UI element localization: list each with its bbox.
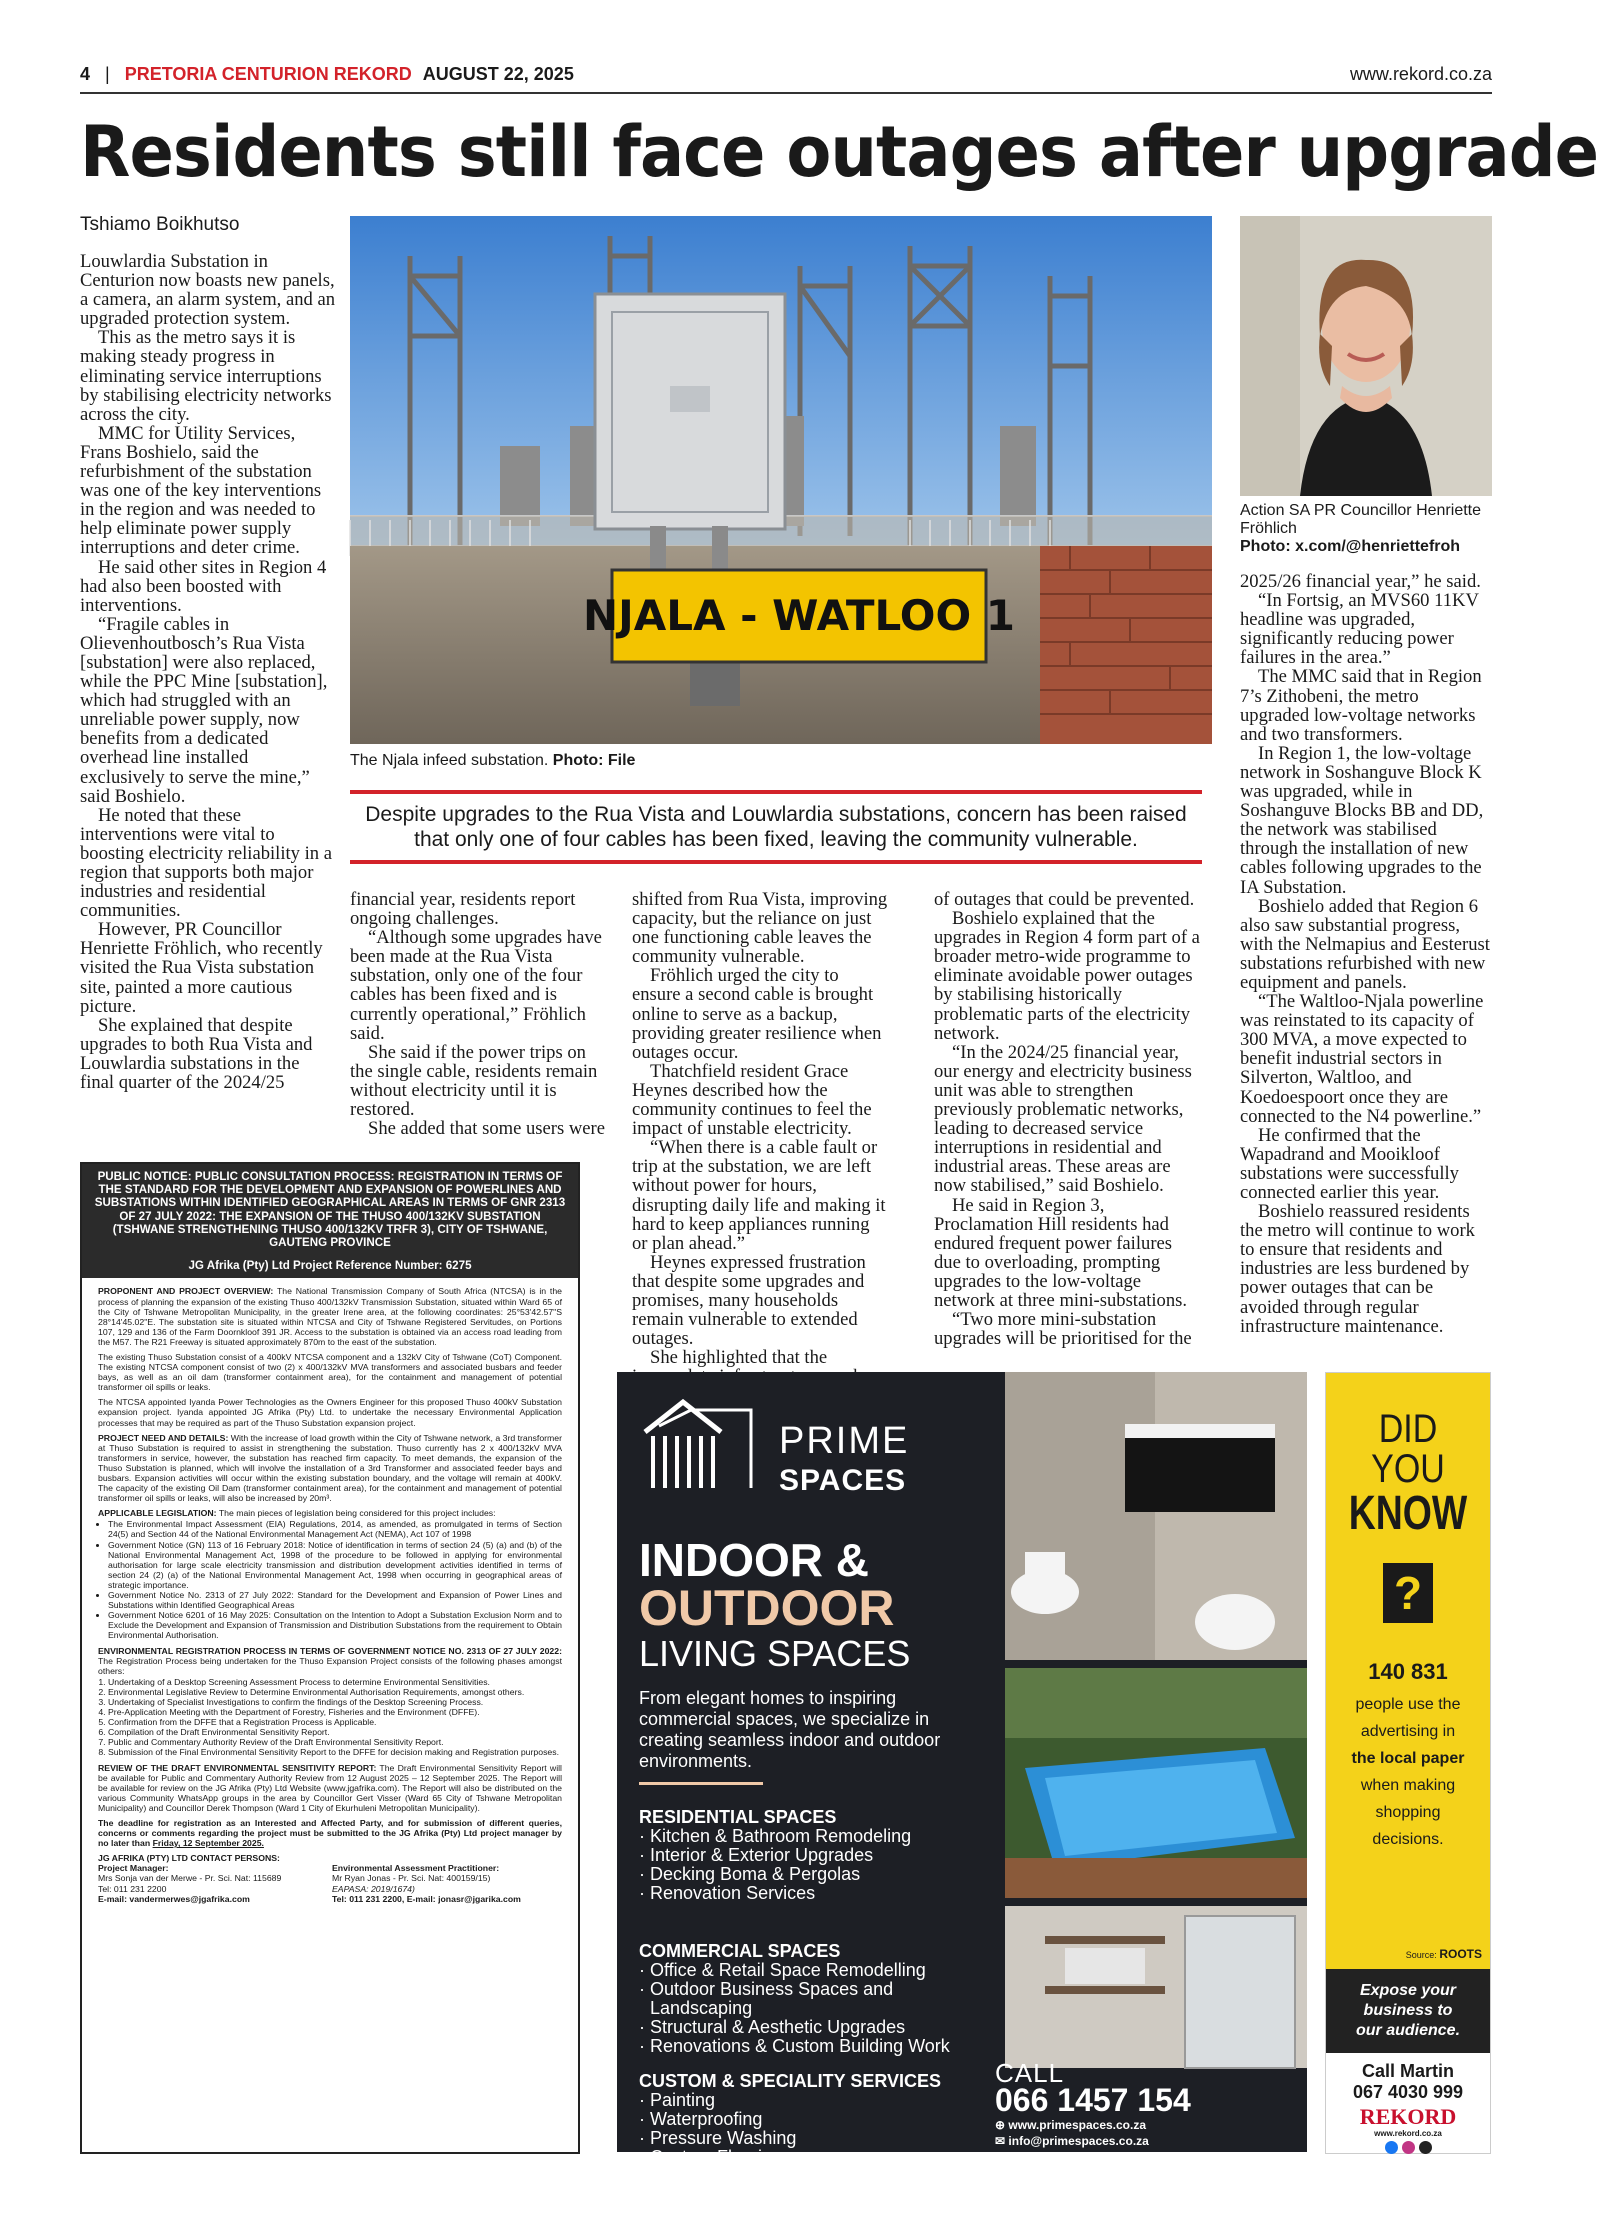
ad-email[interactable] [995,2134,1149,2148]
list-item: · Renovations & Custom Building Work [639,2036,950,2056]
commercial-section [639,1942,999,2056]
paragraph: financial year, residents report ongoing challenges. [350,889,576,930]
dyk-line: shopping [1375,1804,1441,1821]
dyk-line: when making [1360,1777,1456,1794]
ad-phone[interactable]: 066 1457 154 [995,2082,1191,2118]
pool-photo [1005,1668,1307,1898]
notice-paragraph [98,1646,562,1676]
notice-text: The main pieces of legislation being considered for this project includes: [218,1508,496,1519]
paragraph: “In Fortsig, an MVS60 11KV headline was upgraded, significantly reducing power failures in the area.” [1240,590,1479,669]
header-rule [80,92,1492,94]
source-label: Source: [1405,1950,1437,1960]
list-item: 1. Undertaking of a Desktop Screening Assessment Process to determine Environmental Sensitivities. [108,1677,562,1687]
project-manager-contact [98,1863,318,1903]
service-label: Decking Boma & Pergolas [650,1864,861,1884]
ad-headline-2: OUTDOOR [639,1580,895,1636]
social-icons [1326,2141,1490,2154]
ad-headline-1: INDOOR & [639,1534,869,1586]
caption-text: The Njala infeed substation. [350,752,549,769]
brand-top: PRIME [779,1420,910,1462]
notice-deadline [98,1818,562,1848]
call-martin: Call Martin [1361,2061,1454,2081]
service-label: Structural & Aesthetic Upgrades [650,2017,906,2037]
service-label: Waterproofing [650,2109,763,2129]
notice-lead: PROPONENT AND PROJECT OVERVIEW: [98,1286,274,1297]
dyk-contact [1326,2061,1490,2154]
notice-body [82,1278,578,1911]
dyk-line: people use the [1355,1696,1461,1713]
question-icon: ? [1383,1563,1433,1623]
residential-section [639,1808,999,1903]
list-item: 6. Compilation of the Draft Environmental Sensitivity Report. [108,1727,562,1737]
contact-role: Environmental Assessment Practitioner: [332,1863,500,1874]
portrait-caption-text: Action SA PR Councillor Henriette Fröhlich [1240,502,1481,537]
article-column-4 [934,890,1202,1360]
list-item: • Government Notice No. 2313 of 27 July 2022: Standard for the Development and Expansion of Power Lines and Substations within Identified Geographical Areas [108,1590,562,1610]
house-logo-icon [639,1396,769,1492]
paragraph: He confirmed that the Wapadrand and Mooikloof substations were successfully connected earlier this year. [1240,1124,1459,1203]
facebook-icon[interactable] [1385,2141,1398,2154]
x-icon[interactable] [1419,2141,1432,2154]
substation-illustration [350,216,1212,744]
service-label: Interior & Exterior Upgrades [650,1845,874,1865]
dyk-number: 140 831 [1368,1659,1448,1684]
bathroom-illustration [1005,1372,1307,1660]
paragraph: Boshielo added that Region 6 also saw substantial progress, with the Nelmapius and Eesterust substations refurbished with new equipment and panels. [1240,895,1490,993]
pull-quote: Despite upgrades to the Rua Vista and Louwlardia substations, concern has been raised that only one of four cables has been fixed, leaving the community vulnerable. [350,790,1202,864]
substation-photo [350,216,1212,744]
dyk-yellow-panel [1326,1373,1490,1969]
list-item: · Office & Retail Space Remodelling [639,1960,926,1980]
list-item: 4. Pre-Application Meeting with the Department of Forestry, Fisheries and the Environment (DFFE). [108,1707,562,1717]
dyk-source [1406,1947,1482,1961]
paragraph: In Region 1, the low-voltage network in Soshanguve Block K was upgraded, while in Soshanguve Blocks BB and DD, the network was stabilised through the installation of new cables following upgrades to the IA Substation. [1240,742,1484,898]
contact-name: Mr Ryan Jonas - Pr. Sci. Nat: 400159/15) [332,1873,491,1884]
issue-date: AUGUST 22, 2025 [422,64,574,84]
service-label: Kitchen & Bathroom Remodeling [650,1826,912,1846]
notice-text: The National Transmission Company of South Africa (NTCSA) is in the process of planning the expansion of the existing Thuso 400/132kV Transmission Substation, situated within Ward 65 of the City of Tshwane Metropolitan Municipality, in the greater Irene area, at the following coordinates: 25°53'42.57"S 28°14'45.02"E. The substation site is situated within NTCSA and City of Tshwane Registered Servitudes, on Portions 107, 129 and 136 of the Farm Doornkloof 391 JR. Access to the substation is obtained via an access road leading from the M57. The R21 Freeway is situated approximately 870m to the east of the substation. [98,1286,562,1347]
paragraph: Louwlardia Substation in Centurion now boasts new panels, a camera, an alarm system, and an upgraded protection system. [80,251,336,330]
notice-paragraph [98,1508,562,1518]
notice-lead: REVIEW OF THE DRAFT ENVIRONMENTAL SENSITIVITY REPORT: [98,1762,377,1773]
email-text: info@primespaces.co.za [1008,2134,1149,2148]
legislation-list [108,1519,562,1640]
list-item: · Waterproofing [639,2109,763,2129]
portrait-credit: Photo: x.com/@henriettefroh [1240,538,1461,555]
list-item: · Kitchen & Bathroom Remodeling [639,1826,912,1846]
section-title: RESIDENTIAL SPACES [639,1807,837,1827]
list-item: · Structural & Aesthetic Upgrades [639,2017,906,2037]
photo-credit: Photo: File [552,752,636,769]
article-column-5 [1240,572,1492,1362]
article-column-1 [80,252,336,1152]
expose-line: our audience. [1355,2022,1461,2039]
contact-email[interactable]: E-mail: vandermerwes@jgafrika.com [98,1893,250,1904]
notice-lead: APPLICABLE LEGISLATION: [98,1508,217,1519]
prime-spaces-logo [639,1396,769,1492]
dyk-line: the local paper [1351,1750,1465,1767]
list-item: • The Environmental Impact Assessment (EIA) Regulations, 2014, as amended, as promulgated in terms of Section 24(5) and Section 44 of the National Environmental Management Act (NEMA), Act 107 of 1998 [108,1519,562,1539]
paragraph: He noted that these interventions were vital to boosting electricity reliability in a region that supports both major industries and residential communities. [80,804,332,922]
list-item: 7. Public and Commentary Authority Review of the Draft Environmental Sensitivity Report. [108,1737,562,1747]
list-item: · Outdoor Business Spaces and Landscaping [639,1979,894,2018]
eap-contact [332,1863,521,1903]
publication-name: PRETORIA CENTURION REKORD [124,64,412,84]
page-number: 4 [80,64,91,84]
prime-spaces-ad [617,1372,1307,2167]
expose-line: business to [1363,2002,1453,2019]
paragraph: “Although some upgrades have been made at the Rua Vista substation, only one of the four cables has been fixed and is currently operational,” Fröhlich said. [350,927,602,1044]
paragraph: Boshielo explained that the upgrades in Region 4 form part of a broader metro-wide programme to eliminate avoidable power outages by stabilising historically problematic parts of the electricity network. [934,908,1200,1044]
contact-role: Project Manager: [98,1863,169,1874]
notice-reference: JG Afrika (Pty) Ltd Project Reference Number: 6275 [188,1259,472,1273]
list-item: · Custom Flooring [639,2147,783,2167]
list-item: · Interior & Exterior Upgrades [639,1845,874,1865]
notice-paragraph [98,1286,562,1347]
paragraph: She explained that despite upgrades to both Rua Vista and Louwlardia substations in the final quarter of the 2024/25 [80,1014,313,1094]
service-label: Pressure Washing [650,2128,797,2148]
paragraph: “The Waltloo-Njala powerline was reinstated to its capacity of 300 MVA, a move expected to benefit industrial sectors in Silverton, Waltloo, and Koedoespoort once they are connected to the N4 powerline.” [1240,991,1484,1127]
notice-paragraph [98,1763,562,1813]
notice-paragraph: The existing Thuso Substation consist of a 400kV NTCSA component and a 132kV City of Tshwane (CoT) Component. The existing NTCSA component consist of two (2) x 400/132kV MVA transformers and associated busbars and feeder bays, as well as an oil dam (transformer containment area), for the containment and management of potential transformer oil spills or leaks. [98,1351,562,1393]
paragraph: Fröhlich urged the city to ensure a second cable is brought online to serve as a backup, providing greater resilience when outages occur. [632,965,882,1063]
notice-title: PUBLIC NOTICE: PUBLIC CONSULTATION PROCESS: REGISTRATION IN TERMS OF THE STANDARD FOR THE DEVELOPMENT AND EXPANSION OF POWERLINES AND SUBSTATIONS WITHIN IDENTIFIED GEOGRAPHICAL AREAS IN TERMS OF GNR 2313 OF 27 JULY 2022: THE EXPANSION OF THE THUSO 400/132KV SUBSTATION (TSHWANE STRENGTHENING THUSO 400/132KV TRFR 3), CITY OF TSHWANE, GAUTENG PROVINCE [94,1170,566,1250]
paragraph: MMC for Utility Services, Frans Boshielo, said the refurbishment of the substation was one of the key interventions in the region and was needed to help eliminate power supply interruptions and deter crime. [80,422,322,559]
paragraph: She said if the power trips on the single cable, residents remain without electricity until it is restored. [350,1041,598,1121]
instagram-icon[interactable] [1402,2141,1415,2154]
paragraph: of outages that could be prevented. [934,889,1195,910]
section-title: CUSTOM & SPECIALITY SERVICES [639,2071,942,2091]
contact-phone: Tel: 011 231 2200 [98,1883,167,1894]
source-name: ROOTS [1439,1947,1482,1961]
notice-paragraph [98,1433,562,1504]
paragraph: She added that some users were [368,1118,605,1140]
rekord-logo: REKORD [1359,2104,1457,2129]
list-item: · Pressure Washing [639,2128,797,2148]
dyk-dark-panel [1326,1969,1490,2053]
notice-header [82,1164,578,1278]
ad-divider [639,1782,763,1785]
photo-caption [350,752,1210,770]
notice-lead: PROJECT NEED AND DETAILS: [98,1432,229,1443]
shower-photo [1005,1906,1307,2068]
list-item: 3. Undertaking of Specialist Investigations to confirm the findings of the Desktop Screening Process. [108,1697,562,1707]
paragraph: “In the 2024/25 financial year, our energy and electricity business unit was able to strengthen previously problematic networks, leading to decreased service interruptions in residential and industrial areas. These areas are now stabilised,” said Boshielo. [934,1041,1192,1197]
service-label: Custom Flooring [650,2147,783,2167]
service-label: Renovations & Custom Building Work [650,2036,950,2056]
deadline-date: Friday, 12 September 2025. [152,1838,264,1849]
contact-registration: EAPASA: 2019/1674) [332,1883,415,1894]
service-label: Painting [650,2090,716,2110]
list-item: · Renovation Services [639,1883,816,1903]
globe-icon: ⊕ [995,2118,1006,2132]
bathroom-photo [1005,1372,1307,1660]
dyk-you: YOU [1371,1447,1445,1491]
dyk-phone[interactable]: 067 4030 999 [1352,2082,1464,2102]
service-label: Office & Retail Space Remodelling [650,1960,926,1980]
notice-text: The Draft Environmental Sensitivity Report will be available for Public and Commentary Authority Review from 12 August 2025 – 12 September 2025. The Report will be available for review on the JG Afrika (Pty) Ltd Website (www.jgafrika.com). The Report will also be distributed on the various Community WhatsApp groups in the area by Councillor Gert Visser (Ward 65 City of Tshwane Metropolitan Municipality) and Councillor Derek Thompson (Ward 1 City of Ekurhuleni Metropolitan Municipality). [98,1762,562,1813]
shower-illustration [1005,1906,1307,2068]
pool-illustration [1005,1668,1307,1898]
headline: Residents still face outages after upgrade [80,111,1598,193]
service-label: Renovation Services [650,1883,816,1903]
article-column-2 [350,890,606,1152]
dyk-did: DID [1378,1407,1438,1451]
contact-email[interactable]: Tel: 011 231 2200, E-mail: jonasr@jgarika.com [332,1893,521,1904]
paragraph: Boshielo reassured residents the metro will continue to work to ensure that residents and industries are less burdened by power outages that can be avoided through regular infrastructure maintenance. [1240,1201,1475,1337]
list-item: 5. Confirmation from the DFFE that a Registration Process is Applicable. [108,1717,562,1727]
header-separator: | [105,64,110,84]
list-item: · Painting [639,2090,716,2110]
website-link[interactable]: www.rekord.co.za [1349,64,1492,84]
section-title: COMMERCIAL SPACES [639,1941,841,1961]
did-you-know-ad [1325,1372,1491,2154]
custom-section [639,2072,999,2167]
notice-lead: ENVIRONMENTAL REGISTRATION PROCESS IN TERMS OF GOVERNMENT NOTICE NO. 2313 OF 27 JULY 2022: [98,1645,562,1656]
dyk-line: decisions. [1372,1831,1444,1848]
service-label: Outdoor Business Spaces and Landscaping [650,1979,894,2018]
paragraph: The MMC said that in Region 7’s Zithobeni, the metro upgraded low-voltage networks and two transformers. [1240,666,1482,745]
paragraph: However, PR Councillor Henriette Fröhlich, who recently visited the Rua Vista substation site, painted a more cautious picture. [80,919,323,1017]
dyk-know: KNOW [1348,1487,1468,1540]
deadline-text: The deadline for registration as an Interested and Affected Party, and for submission of different queries, concerns or comments regarding the project must be submitted to the JG Afrika (Pty) Ltd project manager by no later than [98,1818,562,1849]
councillor-portrait [1240,216,1492,496]
paragraph: “Two more mini-substation upgrades will be prioritised for the [934,1309,1192,1350]
sign-text: NJALA - WATLOO 1 [582,591,1016,640]
paragraph: Heynes expressed frustration that despite some upgrades and promises, many households remain vulnerable to extended outages. [632,1251,866,1350]
byline: Tshiamo Boikhutso [80,214,240,235]
ad-web[interactable] [995,2118,1146,2132]
article-column-3 [632,889,888,1369]
ad-headline-3: LIVING SPACES [639,1633,911,1674]
ad-intro: From elegant homes to inspiring commercial spaces, we specialize in creating seamless indoor and outdoor environments. [639,1688,941,1771]
list-item: 8. Submission of the Final Environmental Sensitivity Report to the DFFE for decision making and Registration purposes. [108,1747,562,1757]
contact-name: Mrs Sonja van der Merwe - Pr. Sci. Nat: 115689 [98,1873,282,1884]
paragraph: This as the metro says it is making steady progress in eliminating service interruptions by stabilising electricity networks across the city. [80,327,332,425]
paragraph: She highlighted that the [650,1347,828,1369]
list-item: · Decking Boma & Pergolas [639,1864,861,1884]
public-notice [80,1162,580,2154]
call-label: CALL [995,2058,1065,2088]
phases-list [108,1677,562,1758]
mail-icon: ✉ [995,2134,1006,2148]
paragraph: shifted from Rua Vista, improving capacity, but the reliance on just one functioning cable leaves the community vulnerable. [632,889,888,968]
notice-paragraph: The NTCSA appointed Iyanda Power Technologies as the Owners Engineer for this proposed Thuso 400kV Substation expansion project. Iyanda appointed JG Afrika (Pty) Ltd. to undertake the necessary Environmental Application processes that may be required as part of the Thuso Substation expansion project. [98,1397,562,1428]
paragraph: 2025/26 financial year,” he said. [1240,571,1481,592]
paragraph: Thatchfield resident Grace Heynes described how the community continues to feel the impact of unstable electricity. [632,1060,872,1140]
list-item: • Government Notice (GN) 113 of 16 February 2018: Notice of identification in terms of section 24 (5) (a) and (b) of the National Environmental Management Act, 1998 of the procedure to be followed in applying for environmental authorisation for large scale electricity transmission and distribution development activities identified in terms of section 24 (2) (a) of the National Environmental Management Act, 1998 when occurring in geographical areas of strategic importance. [108,1540,562,1590]
dyk-web[interactable]: www.rekord.co.za [1374,2129,1442,2138]
paragraph: He said other sites in Region 4 had also been boosted with interventions. [80,556,327,616]
list-item: 2. Environmental Legislative Review to Determine Environmental Authorisation Requirements, amongst others. [108,1687,562,1697]
paragraph: “Fragile cables in Olievenhoutbosch’s Rua Vista [substation] were also replaced, while the PPC Mine [substation], which had struggled with an unreliable power supply, now benefits from a dedicated overhead line installed exclusively to serve the mine,” said Boshielo. [80,613,328,807]
dyk-line: advertising in [1360,1723,1456,1740]
portrait-illustration [1240,216,1492,496]
paragraph: “When there is a cable fault or trip at the substation, we are left without power for hours, disrupting daily life and making it hard to keep appliances running or plan ahead.” [632,1137,886,1254]
expose-line: Expose your [1359,1982,1457,1999]
list-item: • Government Notice 6201 of 16 May 2025: Consultation on the Intention to Adopt a Substation Exclusion Norm and to Exclude the Development and Expansion of Transmission and Distribution Substations from the requirement to Obtain Environmental Authorisation. [108,1610,562,1640]
paragraph: He said in Region 3, Proclamation Hill residents had endured frequent power failures due to overloading, prompting upgrades to the low-voltage network at three mini-substations. [934,1194,1188,1311]
notice-text: With the increase of load growth within the City of Tshwane network, a 3rd transformer at Thuso Substation is required to assist in strengthening the substation. Thuso currently has 2 x 400/132kV MVA transformers in service, however, the substation has reached firm capacity. To meet demands, the expansion of the Thuso Substation is planned, which will involve the installation of a 3rd Transformer and associated feeder bays and busbars. Expansion activities will occur within the existing substation boundary, and the voltage will remain at 400kV. The capacity of the existing Oil Dam (transformer containment area), for the containment and management of potential transformer oil spills or leaks, will also be increased by 20m³. [98,1432,563,1504]
portrait-caption [1240,502,1492,556]
brand-bottom: SPACES [779,1464,907,1497]
contacts-title: JG AFRIKA (PTY) LTD CONTACT PERSONS: [98,1853,280,1864]
notice-contacts [98,1853,562,1903]
web-text: www.primespaces.co.za [1008,2118,1147,2132]
page-header [80,64,1492,88]
notice-text: The Registration Process being undertaken for the Thuso Expansion Project consists of the following phases amongst others: [98,1655,562,1676]
